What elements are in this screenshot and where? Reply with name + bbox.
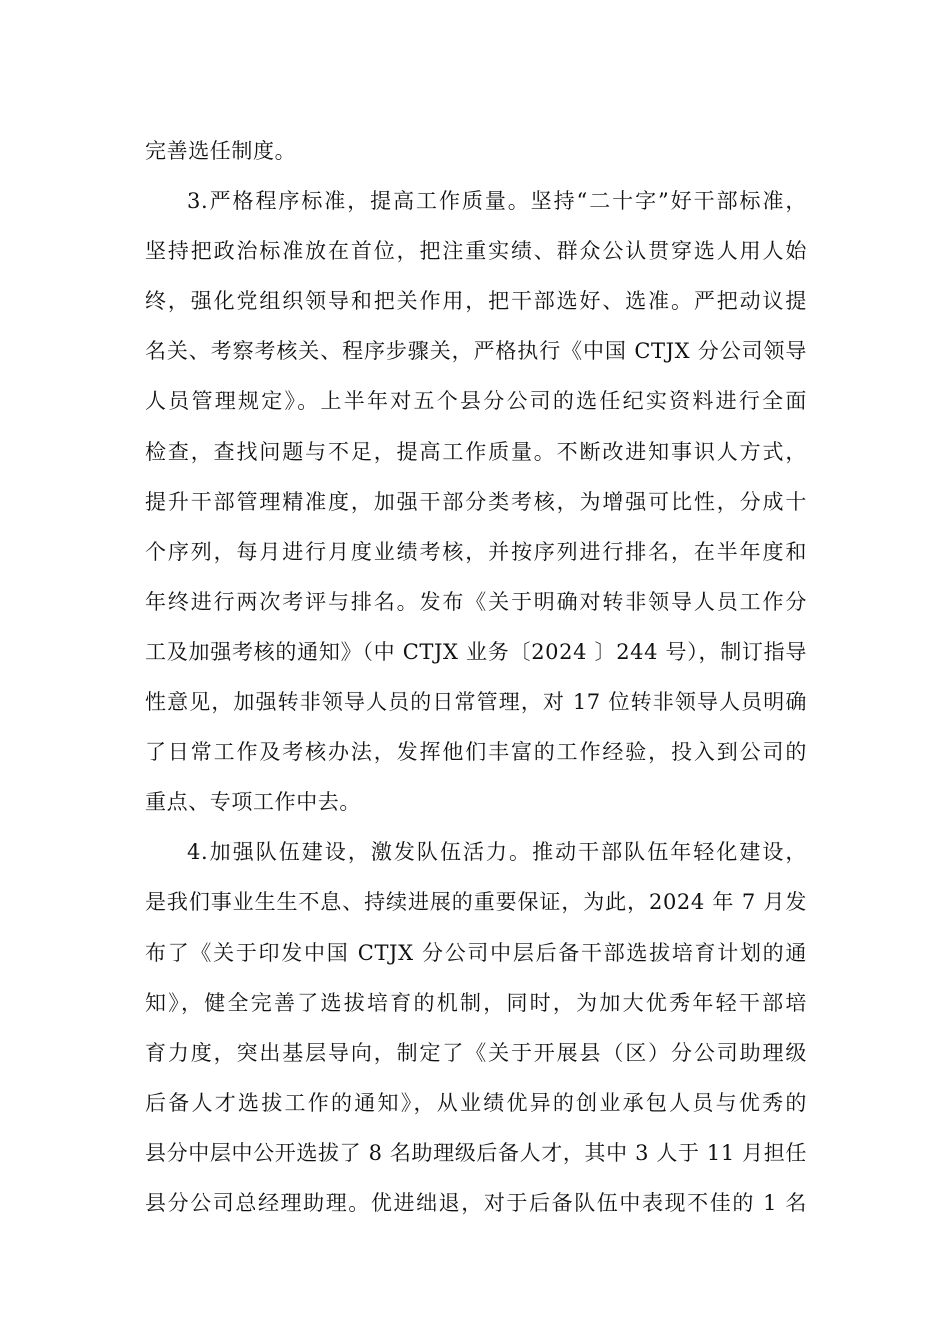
paragraph-heading-line: 3.严格程序标准，提高工作质量。坚持“二十字”好干部标准，	[187, 189, 807, 214]
text-line: 终，强化党组织领导和把关作用，把干部选好、选准。严把动议提	[145, 289, 807, 314]
document-body	[145, 126, 807, 1228]
text-line: 人员管理规定》。上半年对五个县分公司的选任纪实资料进行全面	[145, 389, 807, 414]
text-line: 县分中层中公开选拔了 8 名助理级后备人才，其中 3 人于 11 月担任	[145, 1140, 807, 1165]
text-line: 性意见，加强转非领导人员的日常管理，对 17 位转非领导人员明确	[145, 690, 807, 715]
text-line: 后备人才选拔工作的通知》，从业绩优异的创业承包人员与优秀的	[145, 1090, 807, 1115]
text-line: 县分公司总经理助理。优进绌退，对于后备队伍中表现不佳的 1 名	[145, 1190, 807, 1215]
paragraph-heading-line: 4.加强队伍建设，激发队伍活力。推动干部队伍年轻化建设，	[187, 840, 807, 865]
text-line: 是我们事业生生不息、持续进展的重要保证，为此，2024 年 7 月发	[145, 890, 807, 915]
text-line: 个序列，每月进行月度业绩考核，并按序列进行排名，在半年度和	[145, 539, 807, 564]
text-line: 坚持把政治标准放在首位，把注重实绩、群众公认贯穿选人用人始	[145, 239, 807, 264]
text-line: 工及加强考核的通知》（中 CTJX 业务〔2024 〕244 号），制订指导	[145, 639, 807, 664]
text-line: 检查，查找问题与不足，提高工作质量。不断改进知事识人方式，	[145, 439, 807, 464]
text-line: 知》，健全完善了选拔培育的机制，同时，为加大优秀年轻干部培	[145, 990, 807, 1015]
text-line: 布了《关于印发中国 CTJX 分公司中层后备干部选拔培育计划的通	[145, 940, 807, 965]
text-line: 了日常工作及考核办法，发挥他们丰富的工作经验，投入到公司的	[145, 740, 807, 765]
text-line: 育力度，突出基层导向，制定了《关于开展县（区）分公司助理级	[145, 1040, 807, 1065]
text-line: 年终进行两次考评与排名。发布《关于明确对转非领导人员工作分	[145, 589, 807, 614]
text-line: 提升干部管理精准度，加强干部分类考核，为增强可比性，分成十	[145, 489, 807, 514]
text-line: 完善选任制度。	[145, 139, 297, 163]
text-line: 名关、考察考核关、程序步骤关，严格执行《中国 CTJX 分公司领导	[145, 339, 807, 364]
text-line: 重点、专项工作中去。	[145, 790, 361, 815]
